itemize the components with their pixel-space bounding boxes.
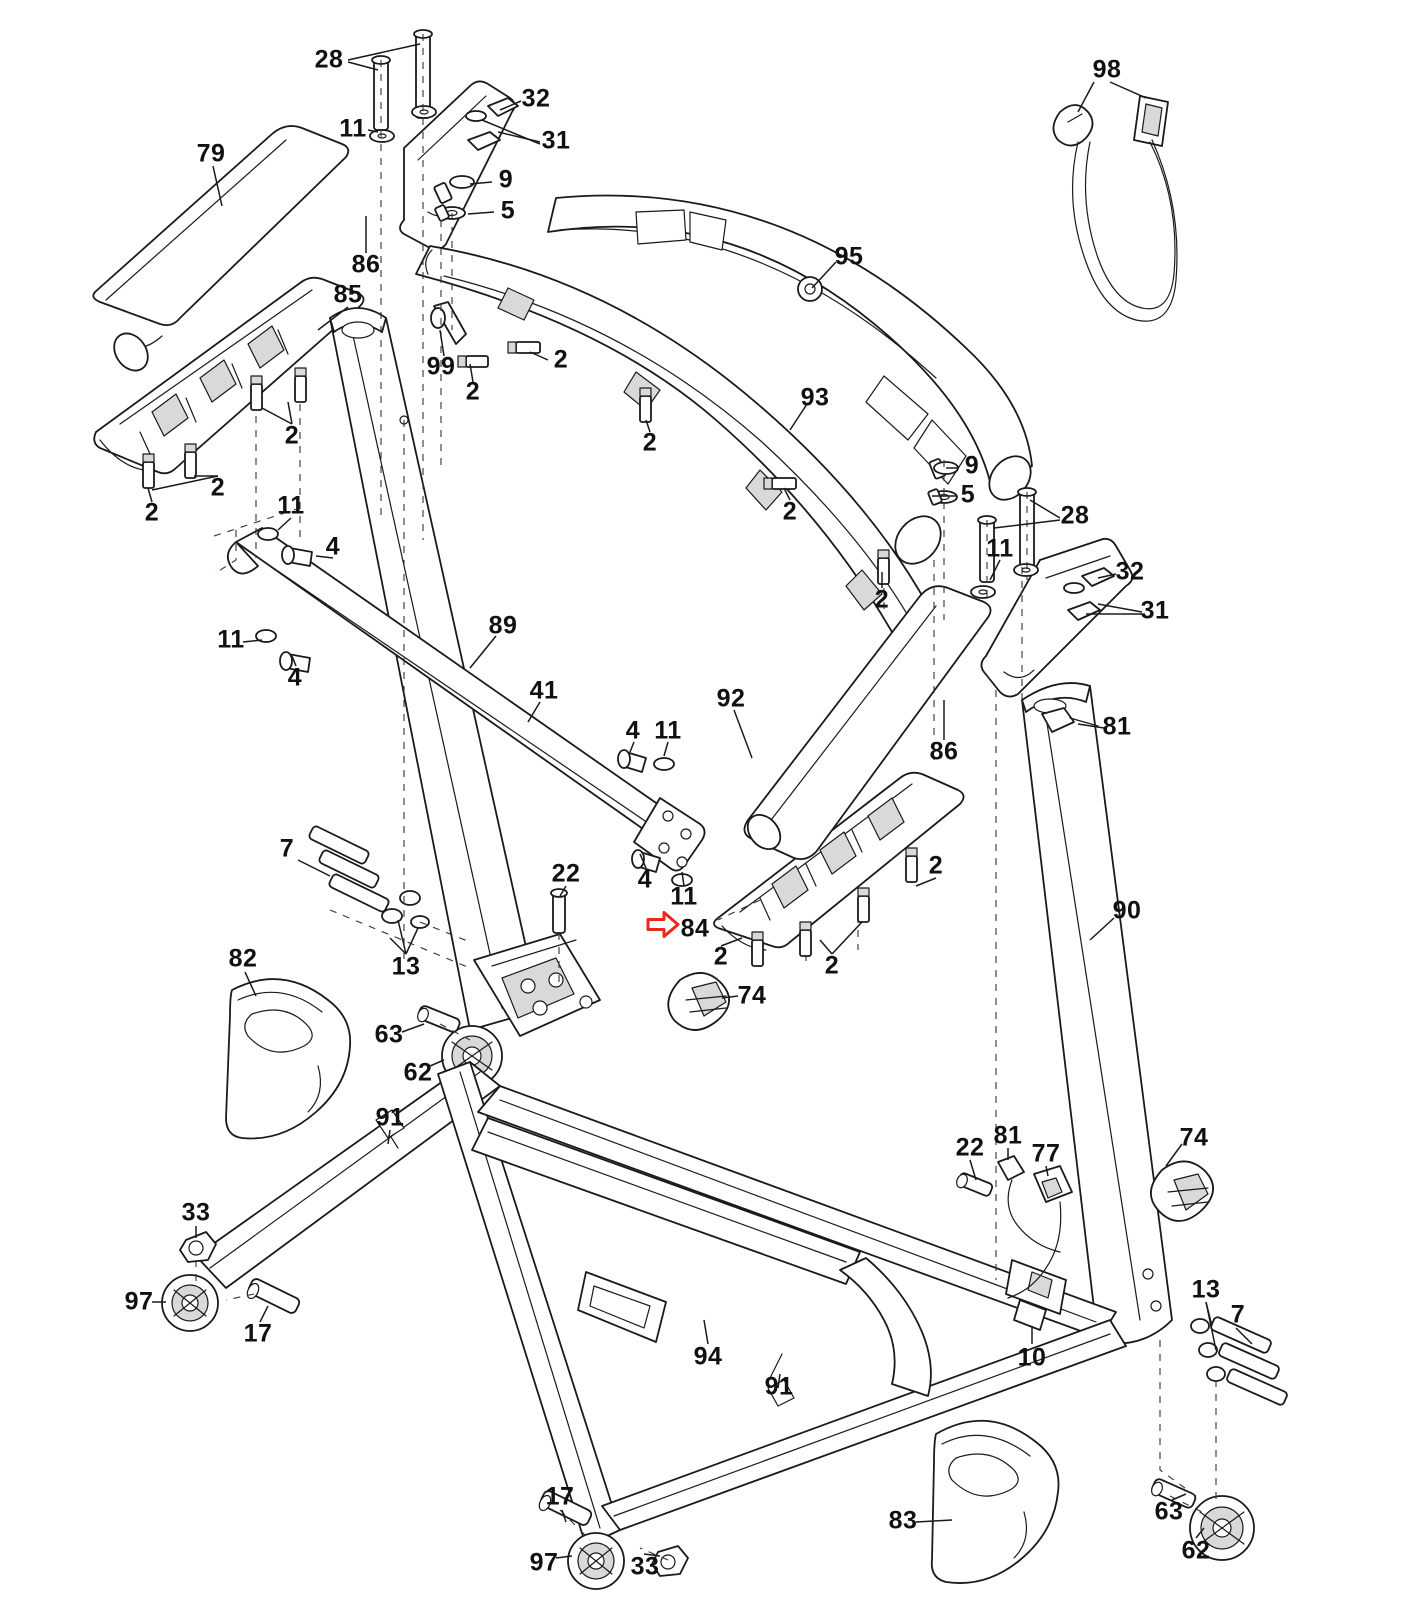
callout-2-j: 2 xyxy=(713,942,729,971)
callout-93: 93 xyxy=(800,383,830,412)
callout-28-right: 28 xyxy=(1060,501,1090,530)
callout-7-right: 7 xyxy=(1230,1300,1246,1329)
callout-2-b: 2 xyxy=(465,377,481,406)
callout-98: 98 xyxy=(1092,55,1122,84)
callout-4-b: 4 xyxy=(287,663,303,692)
callout-86-right: 86 xyxy=(929,737,959,766)
callout-33-left: 33 xyxy=(181,1198,211,1227)
callout-22-left: 22 xyxy=(551,859,581,888)
callout-83: 83 xyxy=(888,1506,918,1535)
callout-97-bottom: 97 xyxy=(529,1548,559,1577)
callout-2-e: 2 xyxy=(210,473,226,502)
callout-85: 85 xyxy=(333,280,363,309)
callout-97-left: 97 xyxy=(124,1287,154,1316)
callout-91-lower: 91 xyxy=(764,1372,794,1401)
callout-2-d: 2 xyxy=(642,428,658,457)
callout-94: 94 xyxy=(693,1342,723,1371)
callout-62-left: 62 xyxy=(403,1058,433,1087)
callout-90: 90 xyxy=(1112,896,1142,925)
callout-9-left: 9 xyxy=(498,165,514,194)
callout-10: 10 xyxy=(1017,1343,1047,1372)
callout-82: 82 xyxy=(228,944,258,973)
callout-81-lower: 81 xyxy=(993,1121,1023,1150)
callout-17-left: 17 xyxy=(243,1319,273,1348)
callout-11-right: 11 xyxy=(986,534,1014,563)
callout-2-k: 2 xyxy=(824,951,840,980)
callout-2-a: 2 xyxy=(553,345,569,374)
callout-11-b: 11 xyxy=(277,491,305,520)
callout-41: 41 xyxy=(529,676,559,705)
callout-86-left: 86 xyxy=(351,250,381,279)
callout-2-f: 2 xyxy=(782,497,798,526)
highlight-arrow-icon xyxy=(646,911,680,944)
callout-2-g: 2 xyxy=(144,498,160,527)
callout-11-e: 11 xyxy=(670,882,698,911)
callout-63-right: 63 xyxy=(1154,1497,1184,1526)
callout-4-d: 4 xyxy=(637,865,653,894)
callout-62-right: 62 xyxy=(1181,1536,1211,1565)
callout-63-left: 63 xyxy=(374,1020,404,1049)
callout-11-c: 11 xyxy=(217,625,245,654)
callout-7-left: 7 xyxy=(279,834,295,863)
callout-11-d: 11 xyxy=(654,716,682,745)
callout-11: 11 xyxy=(339,114,367,143)
callout-28: 28 xyxy=(314,45,344,74)
callout-81-upper: 81 xyxy=(1102,712,1132,741)
callout-31-right: 31 xyxy=(1140,596,1170,625)
callout-4-c: 4 xyxy=(625,716,641,745)
callout-9-right: 9 xyxy=(964,451,980,480)
callout-89: 89 xyxy=(488,611,518,640)
callout-13-right: 13 xyxy=(1191,1275,1221,1304)
callout-2-c: 2 xyxy=(284,421,300,450)
callout-4-a: 4 xyxy=(325,532,341,561)
callout-99: 99 xyxy=(426,352,456,381)
callout-31: 31 xyxy=(541,126,571,155)
callout-77: 77 xyxy=(1031,1139,1061,1168)
callout-2-i: 2 xyxy=(928,851,944,880)
callout-13-left: 13 xyxy=(391,952,421,981)
callout-84: 84 xyxy=(680,914,710,943)
callout-79: 79 xyxy=(196,139,226,168)
callout-33-bottom: 33 xyxy=(630,1552,660,1581)
callout-2-h: 2 xyxy=(874,585,890,614)
callout-5-left: 5 xyxy=(500,196,516,225)
callout-74-center: 74 xyxy=(737,981,767,1010)
callout-5-right: 5 xyxy=(960,480,976,509)
callout-91-upper: 91 xyxy=(375,1103,405,1132)
callout-95: 95 xyxy=(834,242,864,271)
callout-32: 32 xyxy=(521,84,551,113)
callout-74-right: 74 xyxy=(1179,1123,1209,1152)
callout-32-right: 32 xyxy=(1115,557,1145,586)
callout-17-bottom: 17 xyxy=(545,1482,575,1511)
callout-22-right: 22 xyxy=(955,1133,985,1162)
callout-92: 92 xyxy=(716,684,746,713)
